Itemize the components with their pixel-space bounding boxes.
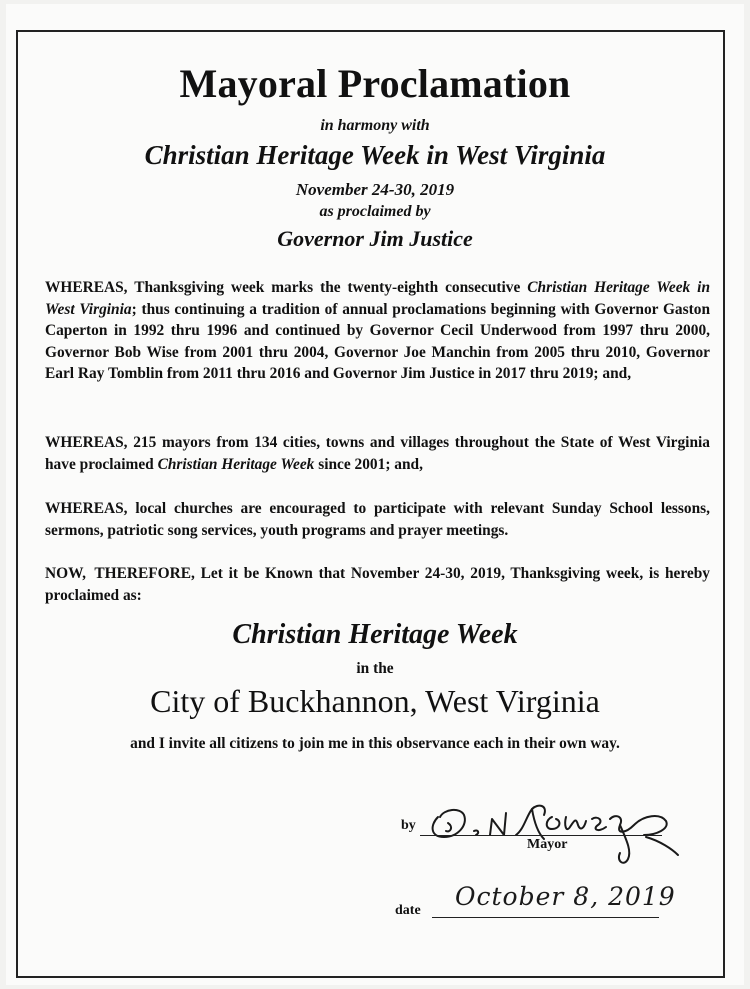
whereas-paragraph-2 xyxy=(45,432,710,475)
mayor-label: Mayor xyxy=(527,837,568,852)
paragraph-text: since 2001; and, xyxy=(314,455,423,473)
therefore-paragraph xyxy=(45,563,710,606)
by-label: by xyxy=(401,818,416,833)
whereas-paragraph-1 xyxy=(45,277,710,385)
whereas-lead: WHEREAS, xyxy=(45,434,128,451)
paragraph-text: Thanksgiving week marks the twenty-eighth consecutive xyxy=(127,279,528,296)
mayor-signature xyxy=(420,795,690,870)
paragraph-text: local churches are encouraged to participate with relevant Sunday School lessons, sermons, patriotic song services, youth programs and prayer meetings. xyxy=(45,500,710,539)
paragraph-text: 215 mayors from 134 cities, towns and villages throughout the State of West Virginia have proclaimed xyxy=(45,434,710,473)
date-line xyxy=(432,917,659,918)
therefore-lead: NOW, THEREFORE, xyxy=(45,565,195,582)
event-name: Christian Heritage Week in West Virginia xyxy=(144,140,606,170)
governor-name: Governor Jim Justice xyxy=(277,226,473,251)
proclaimed-week: Christian Heritage Week xyxy=(232,619,518,650)
handwritten-date: October 8, 2019 xyxy=(455,882,676,911)
italic-event-name: Christian Heritage Week xyxy=(157,455,315,473)
italic-event-name: Christian Heritage Week in West Virginia xyxy=(45,279,710,318)
harmony-line: in harmony with xyxy=(320,117,430,134)
document-title: Mayoral Proclamation xyxy=(179,61,571,106)
whereas-paragraph-3 xyxy=(45,498,710,541)
paragraph-text: Let it be Known that November 24-30, 2019, Thanksgiving week, is hereby proclaimed as: xyxy=(45,565,710,604)
invitation-line: and I invite all citizens to join me in this observance each in their own way. xyxy=(130,735,620,752)
event-dates: November 24-30, 2019 xyxy=(295,180,455,199)
signature-line xyxy=(420,835,662,836)
paragraph-text: ; thus continuing a tradition of annual proclamations beginning with Governor Gaston Caperton in 1992 thru 1996 and continued by Governor Cecil Underwood from 1997 thru 2000, Governor Bob Wise from 2001 thru 2004, Governor Joe Manchin from 2005 thru 2010, Governor Earl Ray Tomblin from 2011 thru 2016 and Governor Jim Justice in 2017 thru 2019; and, xyxy=(45,300,710,383)
proclaimed-by-line: as proclaimed by xyxy=(319,203,431,220)
date-label: date xyxy=(395,903,421,918)
whereas-lead: WHEREAS, xyxy=(45,500,128,517)
city-name: City of Buckhannon, West Virginia xyxy=(150,683,600,719)
in-the-line: in the xyxy=(356,660,394,677)
whereas-lead: WHEREAS, xyxy=(45,279,128,296)
